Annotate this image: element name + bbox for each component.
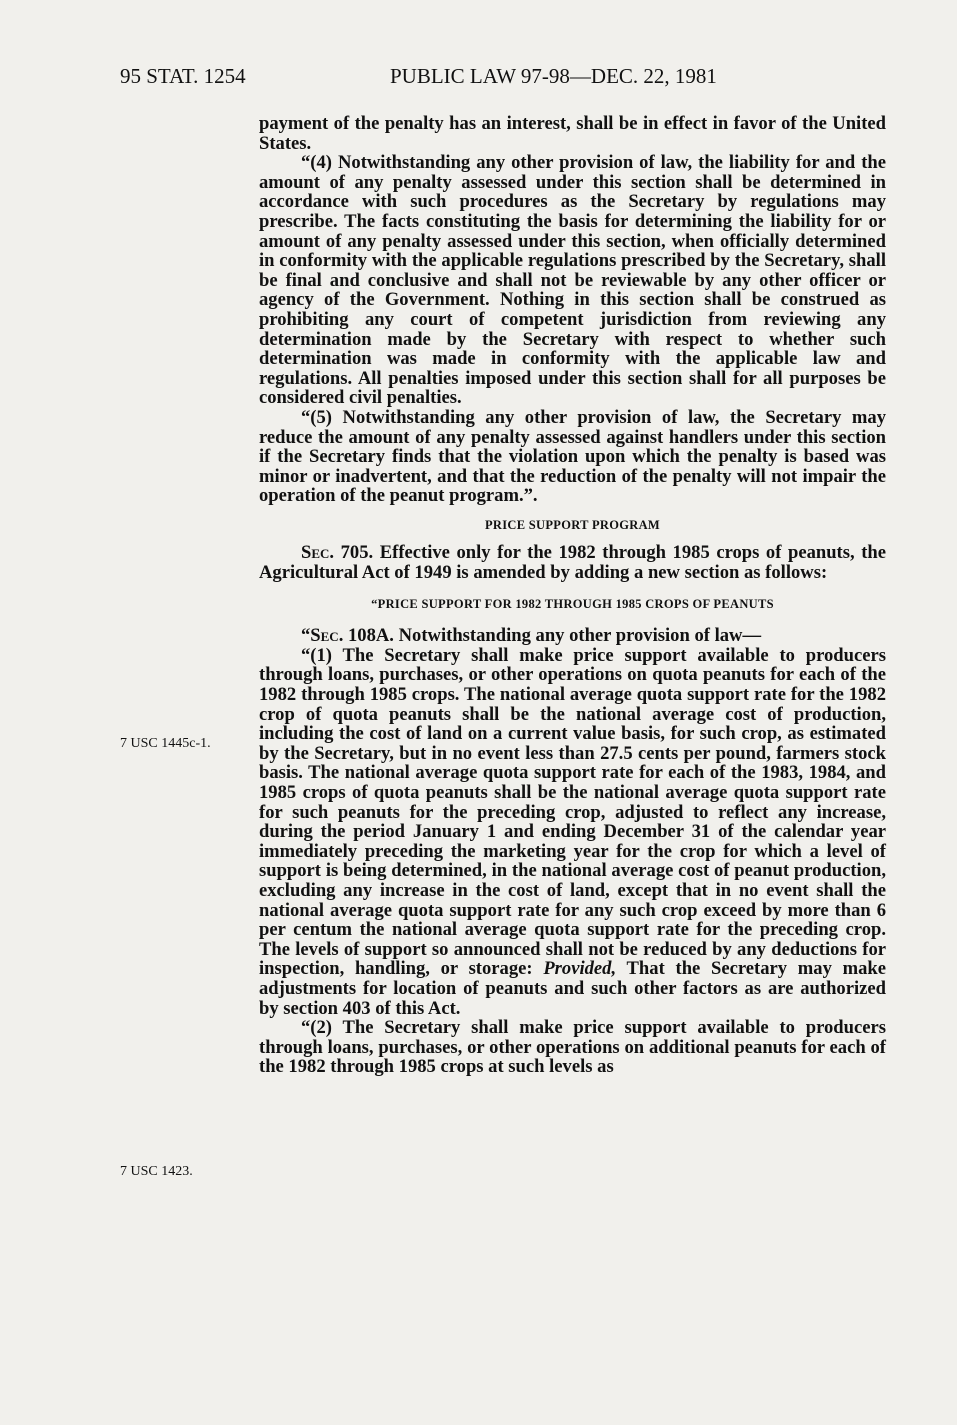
stat-page-number: 95 STAT. 1254 [120, 64, 246, 88]
paragraph-4-penalty-procedures: “(4) Notwithstanding any other provision of law, the liability for and the amount of any penalty assessed under this section shall be determined in accordance with such procedures as the Secretary by regulations may prescribe. The facts constituting the basis for determining the liability for or amount of any penalty assessed under this section, when officially determined in conformity with the applicable regulations prescribed by the Secretary, shall be final and conclusive and shall not be reviewable by any other officer or agency of the Government. Nothing in this section shall be construed as prohibiting any court of competent jurisdiction from reviewing any determination made by the Secretary with respect to whether such determination was made in conformity with the applicable law and regulations. All penalties imposed under this section shall for all purposes be considered civil penalties. [259, 152, 886, 409]
section-705 [259, 543, 886, 582]
section-108a [259, 626, 886, 646]
margin-citation-1423: 7 USC 1423. [120, 1164, 193, 1179]
section-heading-1982-1985-peanuts: “PRICE SUPPORT FOR 1982 THROUGH 1985 CROPS OF PEANUTS [371, 596, 774, 611]
paragraph-5-penalty-reduction: “(5) Notwithstanding any other provision of law, the Secretary may reduce the amount of any penalty assessed against handlers under this section if the Secretary finds that the violation upon which the penalty is based was minor or inadvertent, and that the reduction of the penalty will not impair the operation of the peanut program.”. [259, 406, 886, 507]
provided-italic: Provided, [543, 958, 617, 980]
main-text-column [259, 114, 886, 1077]
paragraph-2-additional-peanuts: “(2) The Secretary shall make price support available to producers through loans, purchases, or other operations on additional peanuts for each of the 1982 through 1985 crops at such levels as [259, 1017, 886, 1078]
section-705-text: Effective only for the 1982 through 1985 crops of peanuts, the Agricultural Act of 1949 is amended by adding a new section as follows: [259, 542, 886, 584]
section-108a-label: “Sec. 108A. [301, 625, 394, 647]
section-108a-text: Notwithstanding any other provision of law— [393, 625, 762, 647]
paragraph-1-quota-peanuts [259, 646, 886, 1018]
paragraph-1-text-end: That the Secretary may make adjustments for location of peanuts and such other factors as are authorized by section 403 of this Act. [259, 958, 886, 1019]
paragraph-1-text: “(1) The Secretary shall make price support available to producers through loans, purchases, or other operations on quota peanuts for each of the 1982 through 1985 crops. The national average quota support rate for the 1982 crop of quota peanuts shall be the national average cost of production, including the cost of land on a current value basis, for such crop, as estimated by the Secretary, but in no event less than 27.5 cents per pound, farmers stock basis. The national average quota support rate for each of the 1983, 1984, and 1985 crops of quota peanuts shall be the national average quota support rate for such peanuts for the preceding crop, adjusted to reflect any increase, during the period January 1 and ending December 31 of the calendar year immediately preceding the marketing year for the crop for which a level of support is being determined, in the national average cost of peanut production, excluding any increase in the cost of land, except that in no event shall the national average quota support rate for any such crop exceed by more than 6 per centum the national average quota support rate for the preceding crop. The levels of support so announced shall not be reduced by any deductions for inspection, handling, or storage: [259, 644, 886, 980]
public-law-title: PUBLIC LAW 97-98—DEC. 22, 1981 [390, 64, 717, 88]
page-header [0, 64, 957, 94]
section-705-label: Sec. 705. [301, 542, 374, 564]
section-heading-price-support: PRICE SUPPORT PROGRAM [484, 517, 661, 532]
paragraph-penalty-lien: payment of the penalty has an interest, shall be in effect in favor of the United States. [259, 113, 886, 154]
margin-citation-1445c: 7 USC 1445c-1. [120, 736, 211, 751]
